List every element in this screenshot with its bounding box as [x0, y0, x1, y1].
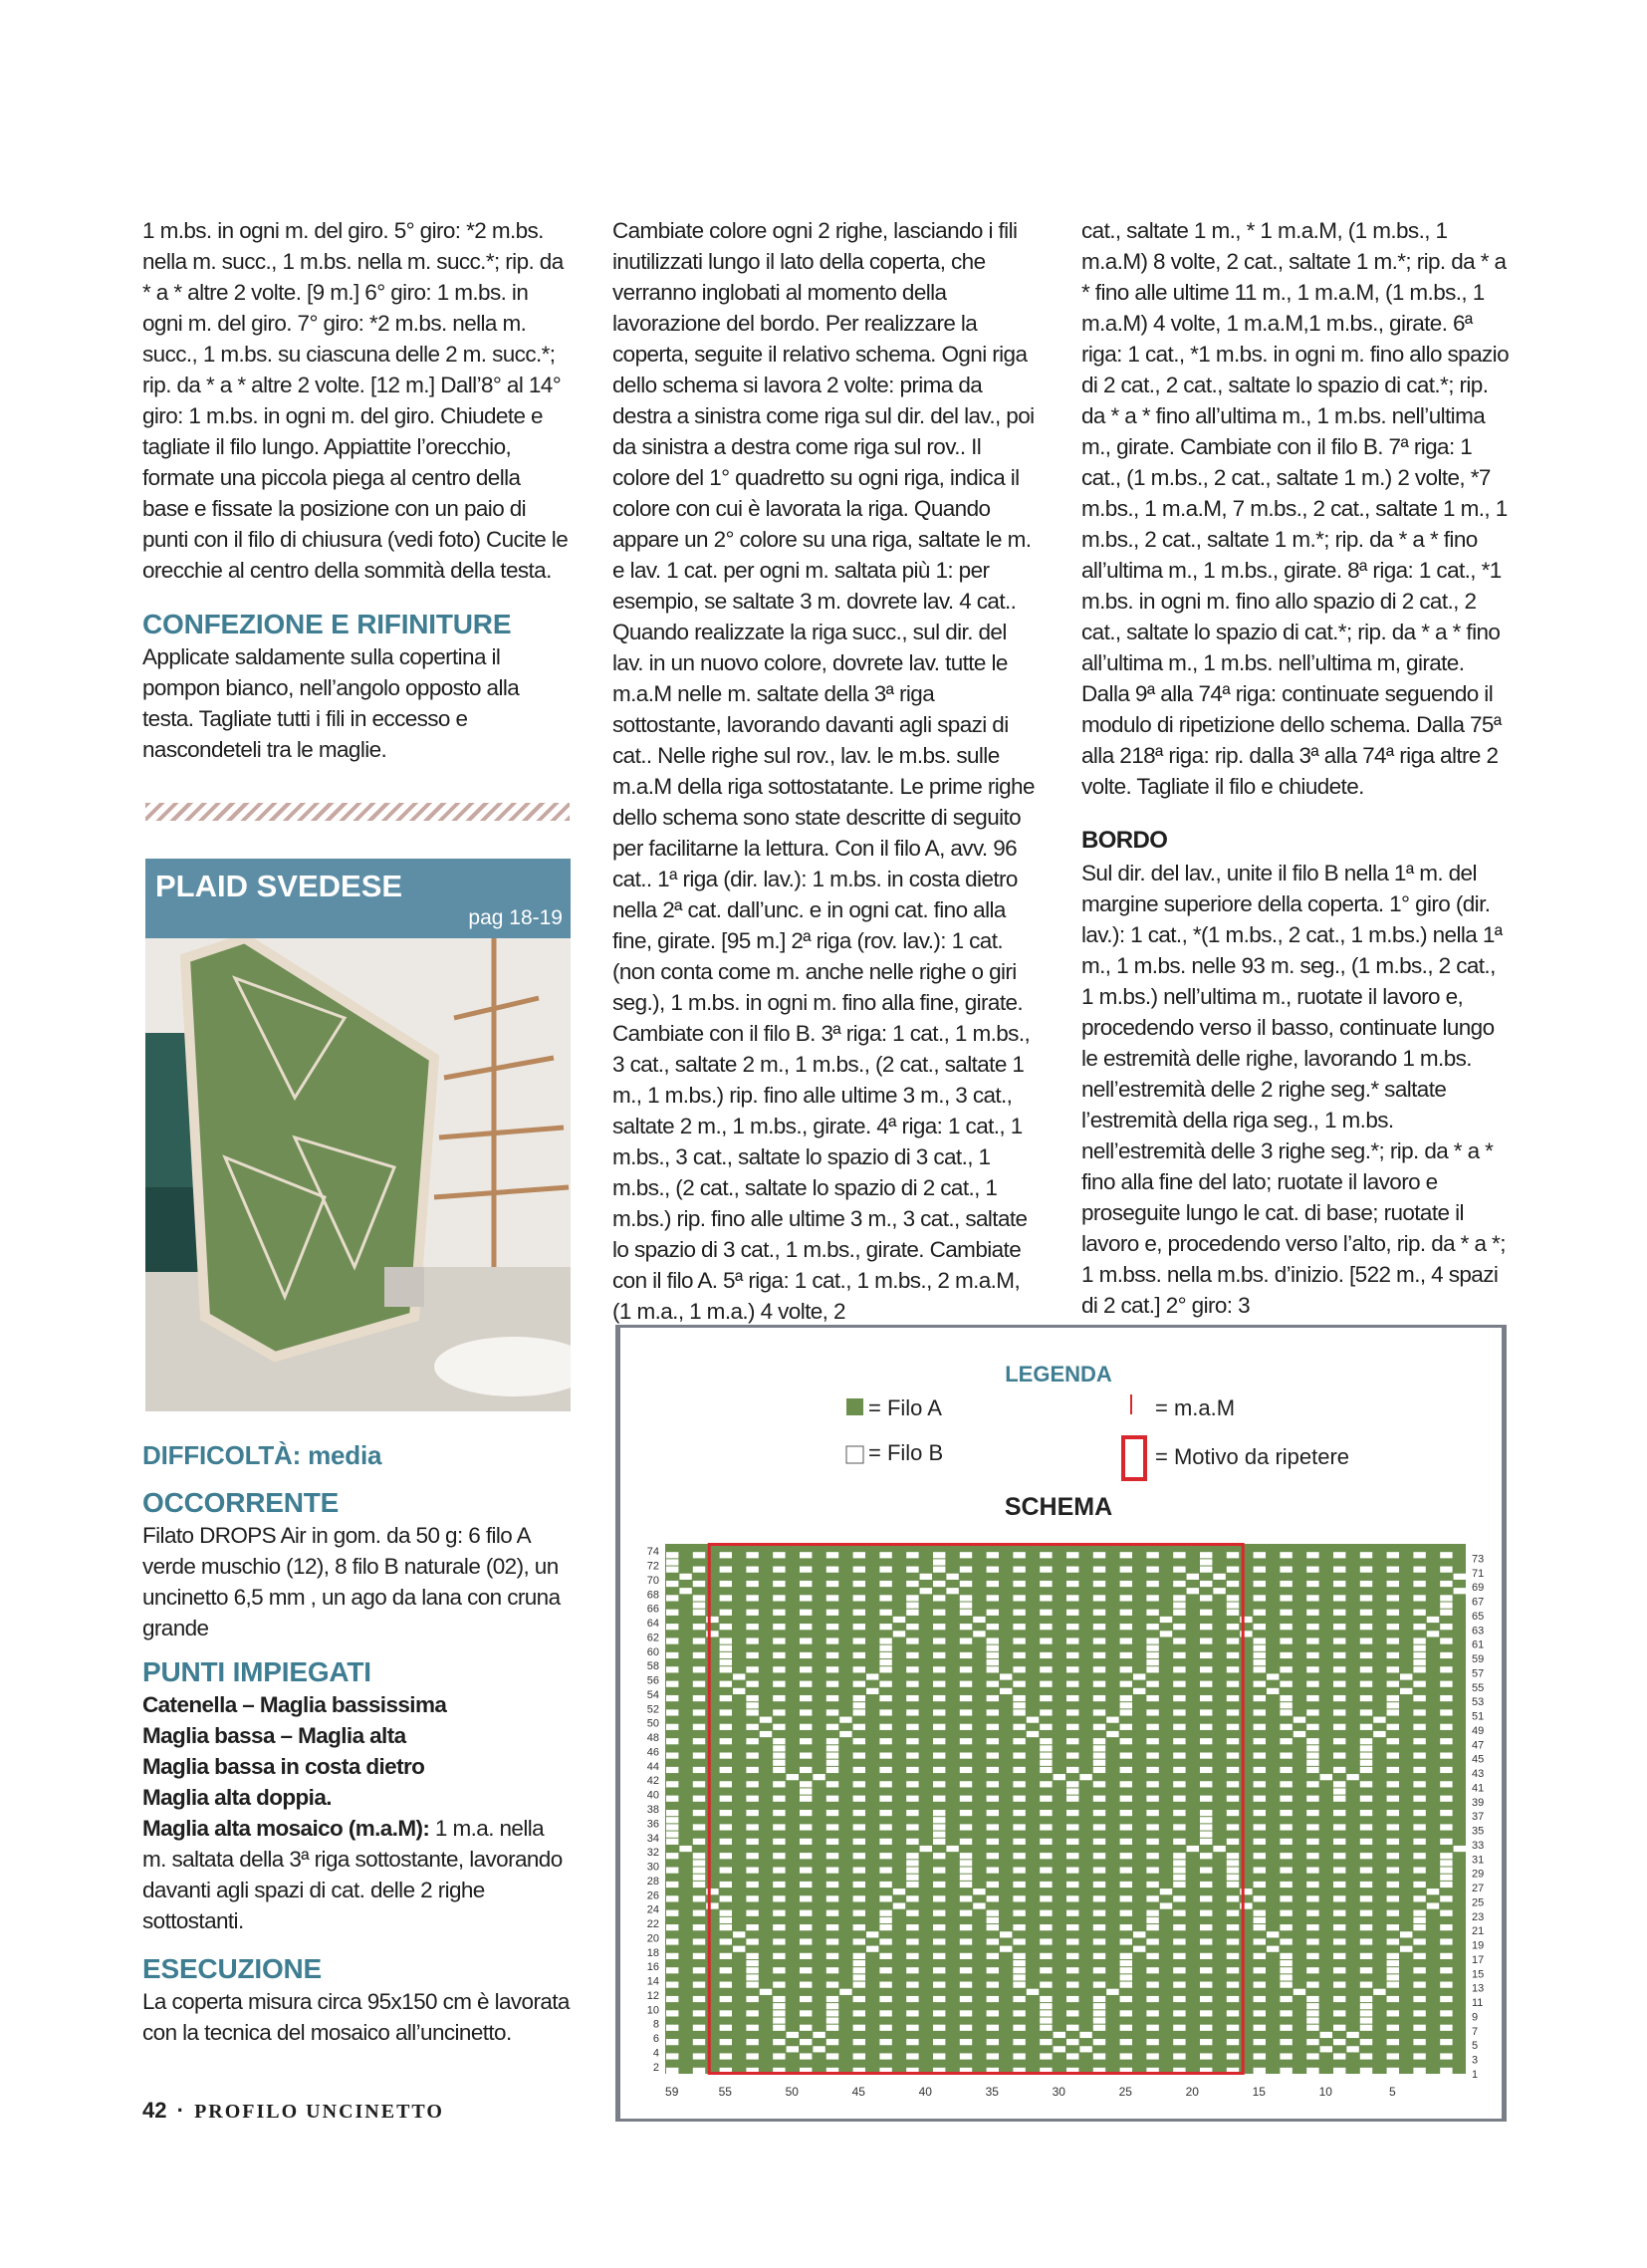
text-middle: Cambiate colore ogni 2 righe, lasciando i fili inutilizzati lungo il lato della coperta, che verranno inglobati al momento della lavorazione del bordo. Per realizzare la coperta, seguite il relativo schema. Ogni riga dello schema si lavora 2 volte: prima da destra a sinistra come riga sul dir. del lav., poi da sinistra a destra come riga sul rov.. Il colore del 1° quadretto su ogni riga, indica il colore con cui è lavorata la riga. Quando appare un 2° colore su una riga, saltate le m. e lav. 1 cat. per ogni m. saltata più 1: per esempio, se saltate 3 m. dovrete lav. 4 cat.. Quando realizzate la riga succ., sul dir. del lav. in un nuovo colore, dovrete lav. tutte le m.a.M nelle m. saltate della 3ª riga sottostante, lavorando davanti agli spazi di cat.. Nelle righe sul rov., lav. le m.bs. sulle m.a.M della riga sottostatante. Le prime righe dello schema sono state descritte di seguito per facilitarne la lettura. Con il filo A, avv. 96 cat.. 1ª riga (dir. lav.): 1 m.bs. in costa dietro nella 2ª cat. dall’unc. e in ogni cat. fino alla fine, girate. [95 m.] 2ª riga (rov. lav.): 1 cat. (non conta come m. anche nelle righe o giri seg.), 1 m.bs. in ogni m. fino alla fine, girate. Cambiate con il filo B. 3ª riga: 1 cat., 1 m.bs., 3 cat., saltate 2 m., 1 m.bs., (2 cat., saltate 1 m., 1 m.bs.) rip. fino alle ultime 3 m., 3 cat., saltate 2 m., 1 m.bs., girate. 4ª riga: 1 cat., 1 m.bs., 3 cat., saltate lo spazio di 3 cat., 1 m.bs., (2 cat., saltate lo spazio di 2 cat., 1 m.bs.) rip. fino alle ultime 3 m., 3 cat., saltate lo spazio di 3 cat., 1 m.bs., girate. Cambiate con il filo A. 5ª riga: 1 cat., 1 m.bs., 2 m.a.M, (1 m.a., 1 m.a.) 4 volte, 2	[612, 218, 1035, 1324]
row-label-left: 70	[646, 1574, 659, 1587]
row-label-right: 39	[1472, 1796, 1485, 1809]
row-label-left: 40	[646, 1789, 659, 1802]
text-confezione: Applicate saldamente sulla copertina il pompon bianco, nell’angolo opposto alla testa. Tagliate tutti i fili in eccesso e nascondeteli tra le maglie.	[142, 644, 520, 762]
row-label-right: 73	[1472, 1553, 1485, 1566]
row-label-right: 55	[1472, 1681, 1485, 1694]
row-label-left: 72	[646, 1560, 659, 1573]
row-label-left: 16	[646, 1961, 659, 1974]
stitch-1	[142, 1689, 571, 1720]
repeat-label: = Motivo da ripetere	[1155, 1444, 1350, 1469]
row-label-left: 44	[646, 1760, 659, 1773]
col-label: 45	[851, 2085, 865, 2099]
plaid-page-ref: pag 18-19	[468, 906, 563, 929]
row-label-left: 42	[646, 1775, 659, 1788]
schema-title: SCHEMA	[1004, 1493, 1113, 1521]
row-label-right: 35	[1472, 1825, 1485, 1838]
filo-a-label: = Filo A	[868, 1395, 942, 1420]
row-label-right: 27	[1472, 1883, 1485, 1895]
row-label-left: 46	[646, 1746, 659, 1759]
row-label-left: 52	[646, 1703, 659, 1716]
row-label-left: 24	[646, 1903, 659, 1916]
row-label-right: 57	[1472, 1667, 1485, 1680]
row-label-left: 58	[646, 1660, 659, 1673]
column-middle	[612, 215, 1041, 1327]
magazine-brand: PROFILO UNCINETTO	[194, 2101, 444, 2123]
text-right: cat., saltate 1 m., * 1 m.a.M, (1 m.bs., 1 m.a.M) 8 volte, 2 cat., saltate 1 m.*; rip. da * a * fino alle ultime 11 m., 1 m.a.M, (1 m.bs., 1 m.a.M) 4 volte, 1 m.a.M,1 m.bs., girate. 6ª riga: 1 cat., *1 m.bs. in ogni m. fino allo spazio di 2 cat., 2 cat., saltate lo spazio di cat.*; rip. da * a * fino all’ultima m., 1 m.bs. nell’ultima m., girate. Cambiate con il filo B. 7ª riga: 1 cat., (1 m.bs., 2 cat., saltate 1 m.) 2 volte, *7 m.bs., 1 m.a.M, 7 m.bs., 2 cat., saltate 1 m., 1 m.bs., 2 cat., saltate 1 m.*; rip. da * a * fino all’ultima m., 1 m.bs., girate. 8ª riga: 1 cat., *1 m.bs. in ogni m. fino allo spazio di 2 cat., 2 cat., saltate lo spazio di cat.*; rip. da * a * fino all’ultima m., 1 m.bs. nell’ultima m, girate. Dalla 9ª alla 74ª riga: continuate seguendo il modulo di ripetizione dello schema. Dalla 75ª alla 218ª riga: rip. dalla 3ª alla 74ª riga altre 2 volte. Tagliate il filo e chiudete.	[1081, 218, 1509, 799]
row-label-right: 5	[1472, 2040, 1479, 2053]
legend-title: LEGENDA	[1005, 1362, 1112, 1386]
stitch-3	[142, 1751, 571, 1782]
plaid-title: PLAID SVEDESE	[155, 869, 403, 903]
row-label-left: 54	[646, 1688, 659, 1701]
text-occorrente: Filato DROPS Air in gom. da 50 g: 6 filo A verde muschio (12), 8 filo B naturale (02), un uncinetto 6,5 mm , un ago da lana con cruna grande	[142, 1523, 561, 1640]
row-label-right: 23	[1472, 1910, 1485, 1923]
row-label-left: 66	[646, 1603, 659, 1616]
page-footer	[142, 2098, 444, 2124]
filo-b-label: = Filo B	[868, 1440, 944, 1465]
row-label-right: 69	[1472, 1582, 1485, 1595]
row-label-right: 71	[1472, 1567, 1485, 1580]
row-label-left: 12	[646, 1989, 659, 2002]
row-label-left: 34	[646, 1832, 659, 1845]
row-label-left: 18	[646, 1946, 659, 1959]
footer-separator: ·	[176, 2098, 184, 2123]
text-ear-instructions: 1 m.bs. in ogni m. del giro. 5° giro: *2 m.bs. nella m. succ., 1 m.bs. nella m. succ.*; rip. da * a * altre 2 volte. [9 m.] 6° giro: 1 m.bs. in ogni m. del giro. 7° giro: *2 m.bs. nella m. succ., 1 m.bs. su ciascuna delle 2 m. succ.*; rip. da * a * altre 2 volte. [12 m.] Dall’8° al 14° giro: 1 m.bs. in ogni m. del giro. Chiudete e tagliate il filo lungo. Appiattite l’orecchio, formate una piccola piega al centro della base e fissate la posizione con un paio di punti con il filo di chiusura (vedi foto) Cucite le orecchie al centro della sommità della testa.	[142, 218, 569, 583]
col-label: 59	[665, 2085, 679, 2099]
mam-label: = m.a.M	[1155, 1395, 1236, 1420]
heading-esecuzione: ESECUZIONE	[142, 1953, 323, 1984]
row-label-right: 65	[1472, 1610, 1485, 1623]
stitch-5-text: 1 m.a. nella m. saltata della 3ª riga sottostante, lavorando davanti agli spazi di cat. delle 2 righe sottostanti.	[142, 1816, 563, 1933]
row-label-right: 15	[1472, 1968, 1485, 1981]
col-label: 10	[1318, 2085, 1332, 2099]
row-label-right: 29	[1472, 1868, 1485, 1881]
row-label-right: 17	[1472, 1953, 1485, 1966]
row-label-right: 25	[1472, 1896, 1485, 1909]
column-right	[1081, 215, 1510, 1321]
stitch-3-label: Maglia bassa in costa dietro	[142, 1754, 425, 1779]
col-label: 25	[1118, 2085, 1132, 2099]
row-label-left: 50	[646, 1717, 659, 1730]
col-label: 20	[1185, 2085, 1199, 2099]
row-label-left: 48	[646, 1732, 659, 1745]
row-label-right: 41	[1472, 1782, 1485, 1795]
row-label-right: 67	[1472, 1596, 1485, 1609]
row-label-right: 21	[1472, 1925, 1485, 1938]
decorative-stripe	[145, 803, 570, 821]
row-label-right: 61	[1472, 1638, 1485, 1651]
row-label-left: 8	[652, 2018, 659, 2031]
row-label-right: 33	[1472, 1839, 1485, 1852]
row-label-right: 13	[1472, 1982, 1485, 1995]
plaid-feature-box	[145, 859, 571, 1411]
row-label-left: 2	[652, 2061, 659, 2074]
row-label-right: 51	[1472, 1710, 1485, 1723]
row-label-left: 6	[652, 2033, 659, 2046]
row-label-left: 30	[646, 1861, 659, 1874]
row-label-right: 47	[1472, 1739, 1485, 1752]
row-label-left: 74	[646, 1546, 659, 1559]
row-label-left: 32	[646, 1847, 659, 1860]
heading-bordo: BORDO	[1081, 827, 1168, 854]
row-label-left: 22	[646, 1918, 659, 1931]
heading-confezione: CONFEZIONE E RIFINITURE	[142, 609, 512, 639]
row-label-right: 45	[1472, 1753, 1485, 1766]
row-label-right: 11	[1472, 1997, 1484, 2010]
text-bordo: Sul dir. del lav., unite il filo B nella 1ª m. del margine superiore della coperta. 1° giro (dir. lav.): 1 cat., *(1 m.bs., 2 cat., 1 m.bs.) nella 1ª m., 1 m.bs. nelle 93 m. seg., (1 m.bs., 2 cat., 1 m.bs.) nell’ultima m., ruotate il lavoro e, procedendo verso il basso, continuate lungo le estremità delle righe, lavorando 1 m.bs. nell’estremità delle 2 righe seg.* saltate l’estremità della riga seg., 1 m.bs. nell’estremità delle 3 righe seg.*; rip. da * a * fino alla fine del lato; ruotate il lavoro e proseguite lungo le cat. di base; ruotate il lavoro e, procedendo verso l’alto, rip. da * a *; 1 m.bss. nella m.bs. d’inizio. [522 m., 4 spazi di 2 cat.] 2° giro: 3	[1081, 861, 1506, 1318]
stitch-2-label: Maglia bassa – Maglia alta	[142, 1723, 406, 1748]
col-label: 30	[1052, 2085, 1065, 2099]
plaid-photo	[145, 938, 571, 1411]
row-label-right: 31	[1472, 1854, 1485, 1867]
row-label-left: 4	[652, 2047, 659, 2060]
row-label-left: 68	[646, 1589, 659, 1602]
col-label: 55	[718, 2085, 732, 2099]
heading-punti: PUNTI IMPIEGATI	[142, 1656, 371, 1687]
heading-occorrente: OCCORRENTE	[142, 1487, 340, 1518]
col-label: 40	[918, 2085, 932, 2099]
row-label-right: 63	[1472, 1625, 1485, 1638]
row-label-right: 59	[1472, 1653, 1485, 1666]
col-label: 15	[1252, 2085, 1266, 2099]
row-label-right: 43	[1472, 1768, 1485, 1781]
stitch-4	[142, 1782, 571, 1813]
text-esecuzione: La coperta misura circa 95x150 cm è lavorata con la tecnica del mosaico all’uncinetto.	[142, 1989, 570, 2045]
row-label-right: 7	[1472, 2025, 1479, 2038]
row-label-right: 3	[1472, 2054, 1479, 2067]
row-label-left: 60	[646, 1645, 659, 1658]
col-label: 35	[985, 2085, 999, 2099]
row-label-right: 37	[1472, 1811, 1485, 1824]
row-label-right: 19	[1472, 1939, 1485, 1952]
chart-frame	[615, 1325, 1507, 2122]
row-label-left: 26	[646, 1890, 659, 1902]
difficulty: DIFFICOLTÀ: media	[142, 1440, 382, 1470]
col-label: 50	[785, 2085, 799, 2099]
row-label-right: 49	[1472, 1724, 1485, 1737]
row-label-left: 56	[646, 1674, 659, 1687]
col-label: 5	[1388, 2085, 1396, 2099]
stitch-2	[142, 1720, 571, 1751]
stitch-5	[142, 1813, 571, 1936]
row-label-left: 14	[646, 1975, 659, 1988]
row-label-right: 1	[1472, 2069, 1479, 2081]
page-number: 42	[142, 2098, 167, 2123]
row-label-left: 28	[646, 1875, 659, 1888]
row-label-right: 53	[1472, 1696, 1485, 1709]
row-label-left: 20	[646, 1932, 659, 1945]
row-label-right: 9	[1472, 2011, 1479, 2024]
row-label-left: 36	[646, 1818, 659, 1831]
row-label-left: 64	[646, 1618, 659, 1631]
stitch-1-label: Catenella – Maglia bassissima	[142, 1692, 447, 1717]
row-label-left: 38	[646, 1804, 659, 1816]
stitch-4-label: Maglia alta doppia.	[142, 1785, 332, 1810]
row-label-left: 10	[646, 2004, 659, 2017]
stitch-5-label: Maglia alta mosaico (m.a.M):	[142, 1816, 430, 1841]
row-label-left: 62	[646, 1632, 659, 1644]
column-left	[142, 215, 571, 765]
column-left-lower	[142, 1438, 571, 2048]
